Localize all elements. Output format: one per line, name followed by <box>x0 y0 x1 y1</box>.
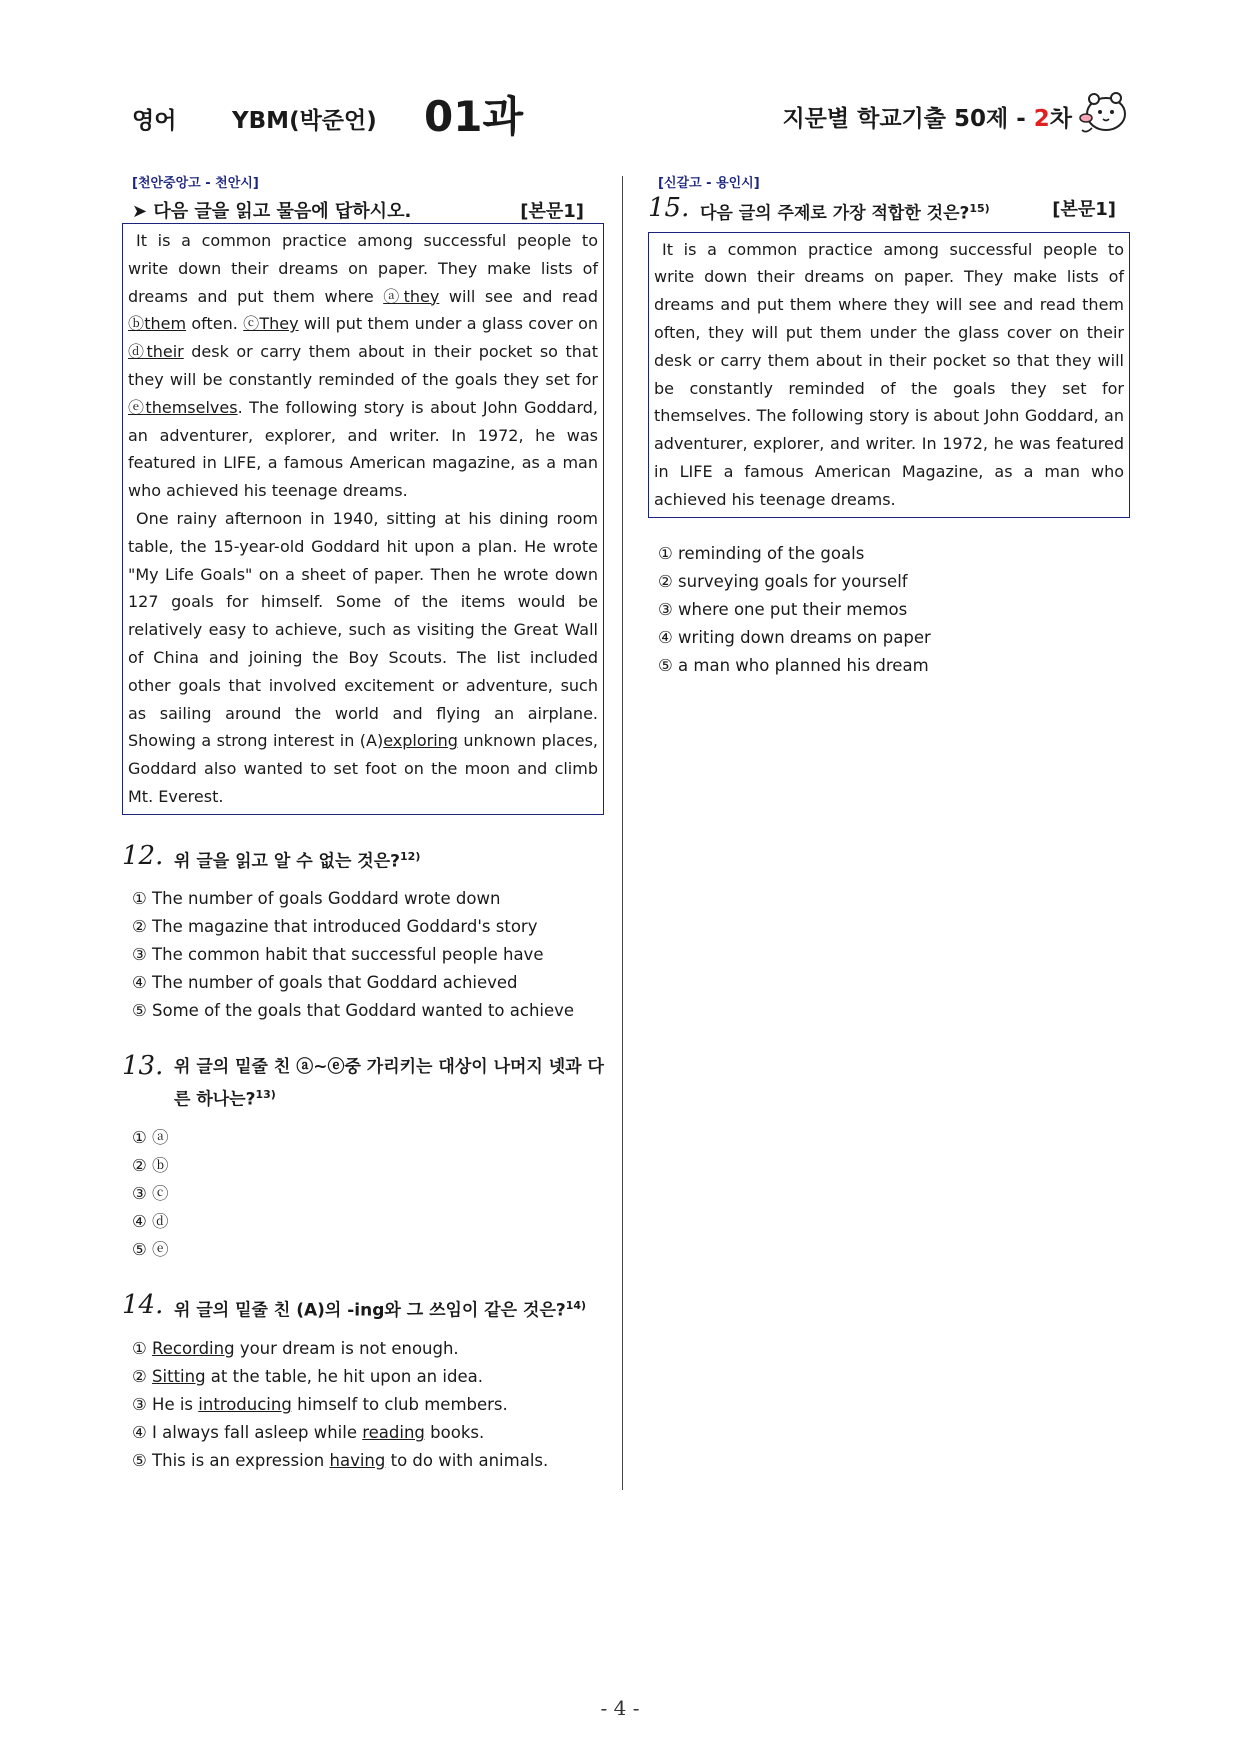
right-tag: [본문1] <box>1052 199 1116 220</box>
choice-1[interactable] <box>132 1335 604 1363</box>
underline-a: ⓐthey <box>383 286 440 306</box>
right-passage <box>648 232 1130 518</box>
question-13 <box>122 1051 604 1264</box>
choice-4[interactable]: ④ ⓓ <box>132 1212 169 1232</box>
question-number: 13. <box>122 1051 164 1082</box>
passage-text: will see and read <box>439 286 598 306</box>
passage-paragraph: It is a common practice among successful people to write down their dreams on paper. They make lists of dreams and put them where they will see and read them often, they will put them under the glass cover on their desk or carry them about in their pocket so that they will be constantly reminded of the goals they set for themselves. The following story is about John Goddard, an adventurer, explorer, and writer. In 1972, he was featured in LIFE a famous American Magazine, as a man who achieved his teenage dreams. <box>654 239 1124 509</box>
choice-marker: ⑤ <box>132 1450 153 1470</box>
choice-text: at the table, he hit upon an idea. <box>205 1366 483 1386</box>
passage-text: will put them under a glass cover on <box>298 314 598 334</box>
choice-underline: reading <box>362 1422 425 1442</box>
left-source: [천안중앙고 - 천안시] <box>132 176 259 191</box>
choice-list <box>132 1335 604 1475</box>
footnote-ref: 13) <box>255 1088 276 1102</box>
choice-5[interactable]: ⑤ ⓔ <box>132 1240 169 1260</box>
passage-text: One rainy afternoon in 1940, sitting at his dining room table, the 15-year-old Goddard hit upon a plan. He wrote "My Life Goals" on a sheet of paper. Then he wrote down 127 goals for himself. Some of the items would be relatively easy to achieve, such as visiting the Great Wall of China and joining the Boy Scouts. The list included other goals that involved excitement or adventure, such as sailing around the world and flying an airplane. Showing a strong interest in (A) <box>128 508 598 751</box>
page-number: - 4 - <box>600 1696 640 1720</box>
footnote-ref: 15) <box>969 202 990 215</box>
question-text <box>700 193 990 228</box>
choice-text: books. <box>424 1422 485 1442</box>
choice-list <box>132 885 604 1025</box>
header-title-prefix: 지문별 학교기출 50제 - <box>782 106 1034 132</box>
header-round-suffix: 차 <box>1049 106 1072 132</box>
choice-2[interactable]: ② The magazine that introduced Goddard's story <box>132 917 538 937</box>
question-12 <box>122 841 604 1026</box>
passage-paragraph-2 <box>128 505 598 811</box>
question-stem: 다음 글의 주제로 가장 적합한 것은? <box>700 203 970 224</box>
choice-marker: ④ <box>132 1422 153 1442</box>
mascot-icon <box>1078 88 1132 138</box>
footnote-ref: 12) <box>400 849 421 863</box>
choice-5[interactable]: ⑤ Some of the goals that Goddard wanted to achieve <box>132 1001 575 1021</box>
choice-5[interactable]: ⑤ a man who planned his dream <box>658 655 929 675</box>
page-header <box>132 84 1132 144</box>
left-instruction: ➤ 다음 글을 읽고 물음에 답하시오. <box>132 201 412 222</box>
choice-1[interactable]: ① The number of goals Goddard wrote down <box>132 889 501 909</box>
choice-3[interactable]: ③ ⓒ <box>132 1184 169 1204</box>
left-column <box>122 172 604 1475</box>
question-14 <box>122 1290 604 1475</box>
header-round-number: 2 <box>1033 106 1050 132</box>
right-source: [신갈고 - 용인시] <box>658 176 760 191</box>
left-passage <box>122 223 604 815</box>
passage-text: It is a common practice among successful people to write down their dreams on paper. They make lists of dreams and put them where <box>128 231 598 306</box>
choice-marker: ② <box>132 1366 153 1386</box>
question-number: 12. <box>122 840 164 871</box>
passage-text: . The following story is about John Goddard, an adventurer, explorer, and writer. In 1972, he was featured in LIFE, a famous American magazine, as a man who achieved his teenage dreams. <box>128 397 598 501</box>
question-stem: 위 글의 밑줄 친 ⓐ~ⓔ중 가리키는 대상이 나머지 넷과 다른 하나는? <box>174 1057 604 1111</box>
question-text <box>174 1051 604 1114</box>
footnote-ref: 14) <box>565 1299 587 1313</box>
choice-2[interactable]: ② ⓑ <box>132 1156 169 1176</box>
choice-marker: ① <box>132 1338 153 1358</box>
question-number: 14. <box>122 1290 164 1321</box>
choice-3[interactable]: ③ The common habit that successful people have <box>132 945 544 965</box>
underline-b: ⓑthem <box>128 314 187 334</box>
question-15-header <box>648 193 1130 228</box>
choice-text: to do with animals. <box>385 1450 549 1470</box>
underline-A: exploring <box>383 731 458 751</box>
choice-4[interactable]: ④ writing down dreams on paper <box>658 627 931 647</box>
choice-2[interactable]: ② surveying goals for yourself <box>658 571 908 591</box>
right-column <box>648 172 1130 680</box>
underline-c: ⓒThey <box>243 314 299 334</box>
header-title <box>782 100 1072 133</box>
header-publisher: YBM(박준언) <box>232 108 377 134</box>
choice-underline: having <box>329 1450 386 1470</box>
choice-2[interactable] <box>132 1363 604 1391</box>
choice-text: This is an expression <box>152 1450 330 1470</box>
choice-underline: Sitting <box>152 1366 206 1386</box>
passage-text: unknown places, Goddard also wanted to set foot on the moon and climb Mt. Everest. <box>128 731 599 806</box>
left-instruction-row <box>122 195 604 223</box>
choice-text: He is <box>152 1394 199 1414</box>
passage-text: desk or carry them about in their pocket so that they will be constantly reminded of the goals they set for <box>128 342 598 389</box>
choice-4[interactable] <box>132 1419 604 1447</box>
choice-list <box>132 1124 604 1264</box>
choice-3[interactable]: ③ where one put their memos <box>658 599 908 619</box>
passage-text: often. <box>186 314 244 334</box>
choice-text: I always fall asleep while <box>152 1422 363 1442</box>
choice-underline: introducing <box>198 1394 292 1414</box>
header-subject: 영어 <box>132 108 177 134</box>
question-number: 15. <box>648 193 690 223</box>
question-stem: 위 글의 밑줄 친 (A)의 -ing와 그 쓰임이 같은 것은? <box>174 1300 566 1321</box>
choice-list <box>658 540 1130 680</box>
choice-underline: Recording <box>152 1338 235 1358</box>
underline-e: ⓔthemselves <box>128 397 238 417</box>
question-text <box>174 841 420 876</box>
choice-1[interactable]: ① reminding of the goals <box>658 543 865 563</box>
choice-text: himself to club members. <box>291 1394 508 1414</box>
underline-d: ⓓtheir <box>128 342 184 362</box>
question-text <box>174 1290 586 1325</box>
passage-paragraph-1 <box>128 227 598 505</box>
choice-marker: ③ <box>132 1394 153 1414</box>
header-lesson: 01과 <box>424 92 524 141</box>
question-stem: 위 글을 읽고 알 수 없는 것은? <box>174 851 401 872</box>
left-tag: [본문1] <box>520 201 584 222</box>
choice-3[interactable] <box>132 1391 604 1419</box>
choice-text: your dream is not enough. <box>234 1338 459 1358</box>
choice-5[interactable] <box>132 1447 604 1475</box>
choice-1[interactable]: ① ⓐ <box>132 1128 169 1148</box>
choice-4[interactable]: ④ The number of goals that Goddard achieved <box>132 973 518 993</box>
column-divider <box>622 176 623 1490</box>
